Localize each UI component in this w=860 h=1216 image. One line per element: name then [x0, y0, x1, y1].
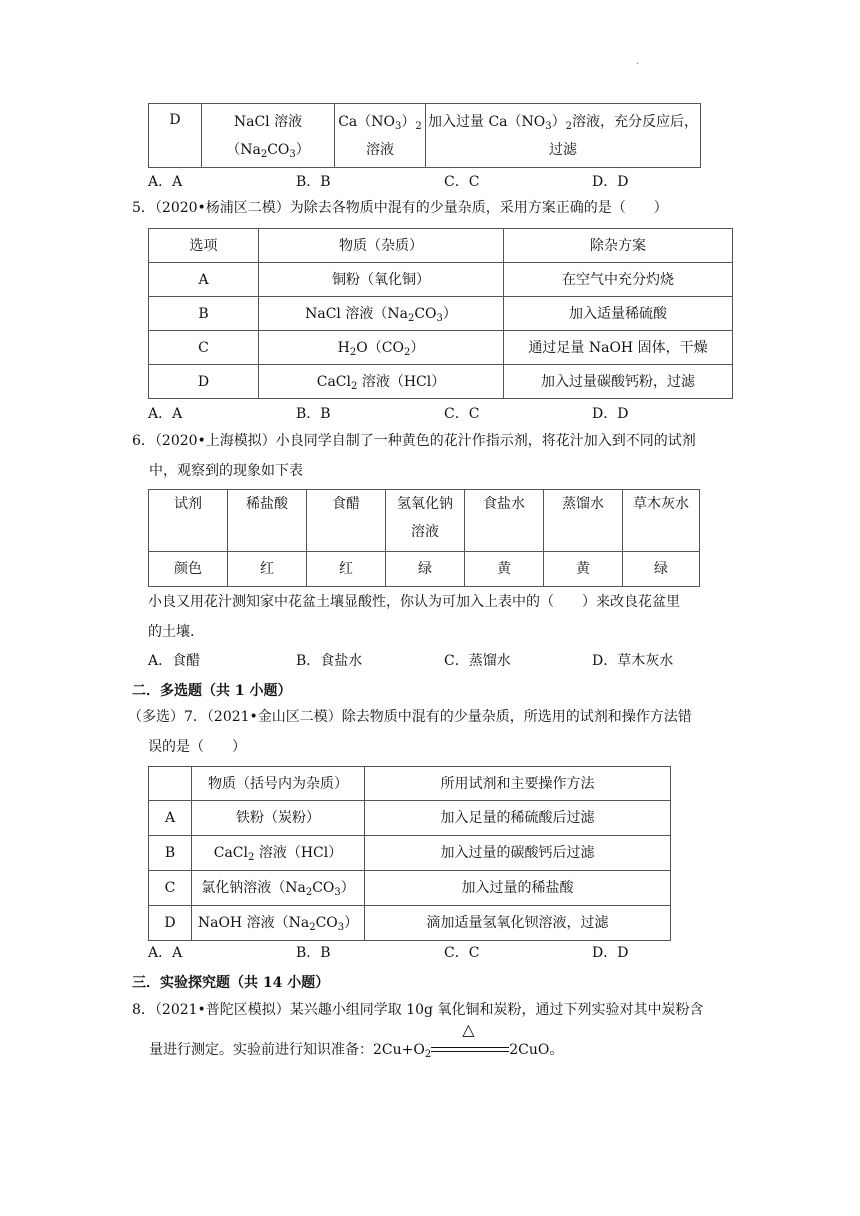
q6-header-hcl: 稀盐酸	[228, 490, 307, 552]
q4-option-c[interactable]: C．C	[444, 174, 480, 190]
q5-row-c-substance: $H_2O(CO_2)$	[259, 331, 504, 365]
q5-row-c-method: 通过足量 NaOH 固体，干燥	[504, 331, 733, 365]
q6-header-naoh: 氢氧化钠 溶液	[386, 490, 465, 552]
q8-stem-line2: 量进行测定。实验前进行知识准备：$2Cu+O_2$ △ 2CuO。	[149, 1020, 564, 1060]
q5-row-b-substance: NaCl 溶液$(Na_2CO_3)$	[259, 297, 504, 331]
q7-option-b[interactable]: B．B	[296, 945, 331, 961]
q6-option-c[interactable]: C．蒸馏水	[444, 653, 511, 669]
q7-stem: （多选）7．（2021•金山区二模）除去物质中混有的少量杂质，所选用的试剂和操作方法错 误的是（ ）	[128, 709, 692, 755]
q7-row-c-option: C	[149, 871, 192, 906]
q6-color-saltwater: 黄	[465, 552, 544, 587]
q5-row-a-option: A	[149, 263, 259, 297]
q7-table	[148, 766, 671, 941]
q7-option-a[interactable]: A．A	[148, 945, 183, 961]
q7-header-method: 所用试剂和主要操作方法	[365, 767, 671, 801]
q7-header-substance: 物质（括号内为杂质）	[192, 767, 365, 801]
q7-row-a-method: 加入足量的稀硫酸后过滤	[365, 801, 671, 836]
q6-header-saltwater: 食盐水	[465, 490, 544, 552]
q7-row-d-substance: NaOH 溶液$(Na_2CO_3)$	[192, 906, 365, 941]
q6-header-reagent: 试剂	[149, 490, 228, 552]
q4-option-a[interactable]: A．A	[148, 174, 183, 190]
reaction-arrow	[431, 1020, 509, 1060]
q7-row-d-method: 滴加适量氢氧化钡溶液，过滤	[365, 906, 671, 941]
q7-header-blank	[149, 767, 192, 801]
corner-mark: .	[636, 56, 640, 67]
q5-row-d-substance: CaCl$_2$ 溶液（HCl）	[259, 365, 504, 399]
q5-option-a[interactable]: A．A	[148, 406, 183, 422]
q5-row-c-option: C	[149, 331, 259, 365]
heat-symbol: △	[462, 1020, 475, 1039]
q6-color-ashwater: 绿	[623, 552, 700, 587]
q7-row-d-option: D	[149, 906, 192, 941]
q6-color-vinegar: 红	[307, 552, 386, 587]
q6-color-naoh: 绿	[386, 552, 465, 587]
q6-option-a[interactable]: A．食醋	[148, 653, 201, 669]
q5-row-a-substance: 铜粉（氧化铜）	[259, 263, 504, 297]
q5-stem: 5．（2020•杨浦区二模）为除去各物质中混有的少量杂质，采用方案正确的是（ ）	[132, 200, 668, 216]
q5-header-option: 选项	[149, 229, 259, 263]
q5-row-a-method: 在空气中充分灼烧	[504, 263, 733, 297]
section-multiple-choice-heading: 二．多选题（共 1 小题）	[132, 683, 292, 699]
q4-row-letter: D	[149, 104, 202, 168]
q6-color-label: 颜色	[149, 552, 228, 587]
q6-header-vinegar: 食醋	[307, 490, 386, 552]
q7-option-c[interactable]: C．C	[444, 945, 480, 961]
q7-row-b-method: 加入过量的碳酸钙后过滤	[365, 836, 671, 871]
q4-row-reagent: $Ca(NO_3)_2$ 溶液	[335, 104, 426, 168]
q4-row-substance: NaCl 溶液 $(Na_2CO_3)$	[202, 104, 335, 168]
q5-header-method: 除杂方案	[504, 229, 733, 263]
q7-option-d[interactable]: D．D	[592, 945, 629, 961]
q4-option-b[interactable]: B．B	[296, 174, 331, 190]
q5-row-d-method: 加入过量碳酸钙粉，过滤	[504, 365, 733, 399]
q7-row-b-option: B	[149, 836, 192, 871]
q5-row-b-option: B	[149, 297, 259, 331]
q5-row-d-option: D	[149, 365, 259, 399]
q6-option-d[interactable]: D．草木灰水	[592, 653, 674, 669]
q4-table	[148, 103, 701, 168]
q6-color-distilled: 黄	[544, 552, 623, 587]
q6-header-ashwater: 草木灰水	[623, 490, 700, 552]
q5-option-d[interactable]: D．D	[592, 406, 629, 422]
q6-color-hcl: 红	[228, 552, 307, 587]
q7-row-c-method: 加入过量的稀盐酸	[365, 871, 671, 906]
q7-row-a-option: A	[149, 801, 192, 836]
q5-header-substance: 物质（杂质）	[259, 229, 504, 263]
q4-option-d[interactable]: D．D	[592, 174, 629, 190]
q5-row-b-method: 加入适量稀硫酸	[504, 297, 733, 331]
q5-option-b[interactable]: B．B	[296, 406, 331, 422]
q6-table	[148, 489, 700, 587]
q5-table	[148, 228, 733, 399]
q7-row-b-substance: CaCl$_2$ 溶液（HCl）	[192, 836, 365, 871]
q6-option-b[interactable]: B．食盐水	[296, 653, 363, 669]
q6-stem: 6．（2020•上海模拟）小良同学自制了一种黄色的花汁作指示剂，将花汁加入到不同的试剂 中，观察到的现象如下表	[132, 433, 696, 479]
q4-row-method: 加入过量 $Ca(NO_3)_2$溶液，充分反应后， 过滤	[426, 104, 701, 168]
q7-row-c-substance: 氯化钠溶液$(Na_2CO_3)$	[192, 871, 365, 906]
q8-stem-line1: 8．（2021•普陀区模拟）某兴趣小组同学取 10g 氧化铜和炭粉，通过下列实验对其中炭粉含	[132, 1002, 704, 1018]
q6-header-distilled: 蒸馏水	[544, 490, 623, 552]
q7-row-a-substance: 铁粉（炭粉）	[192, 801, 365, 836]
q5-option-c[interactable]: C．C	[444, 406, 480, 422]
section-experiment-heading: 三．实验探究题（共 14 小题）	[132, 975, 330, 991]
q6-follow: 小良又用花汁测知家中花盆土壤显酸性，你认为可加入上表中的（ ）来改良花盆里 的土壤.	[148, 594, 680, 640]
